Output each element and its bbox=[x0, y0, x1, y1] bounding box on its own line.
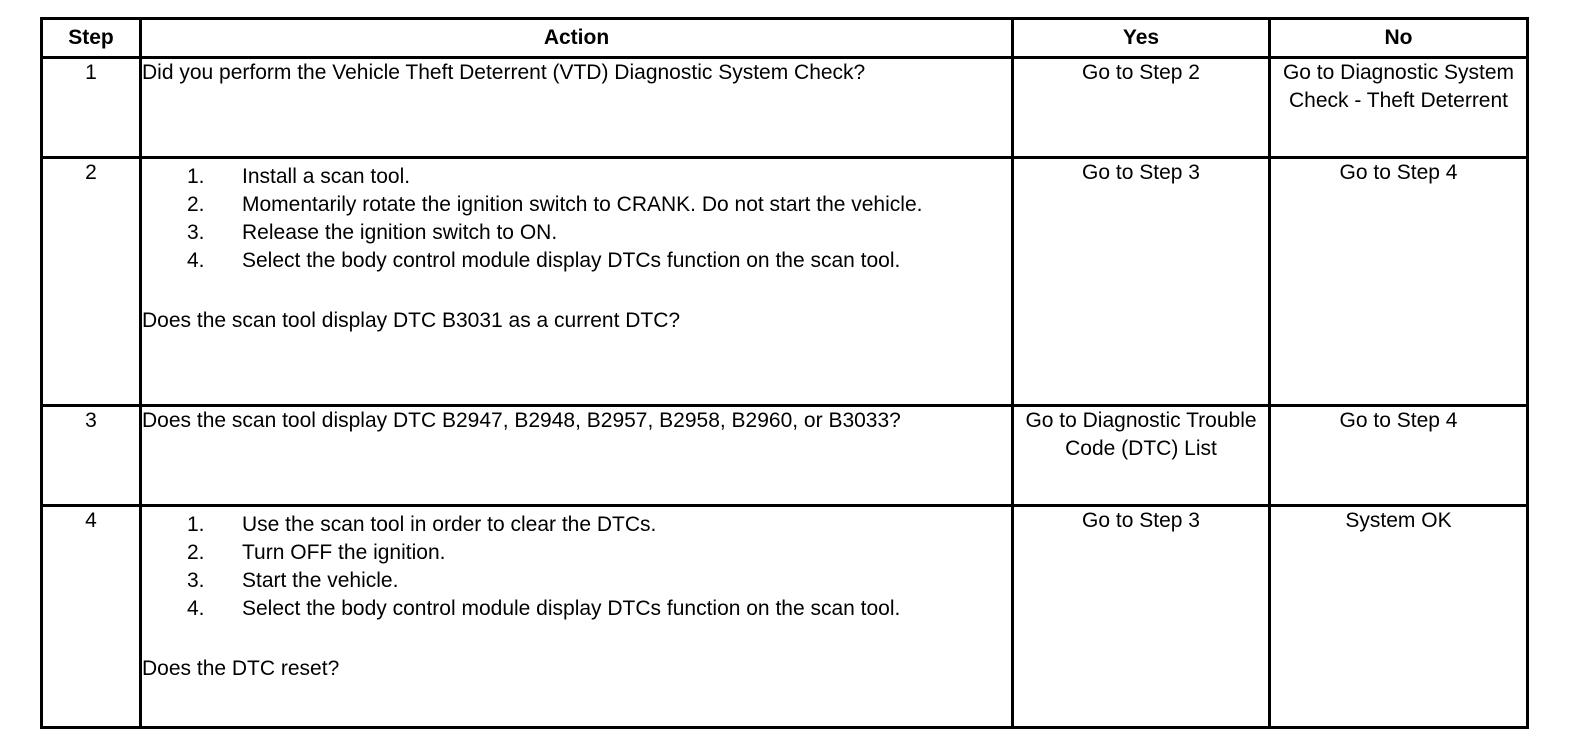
step-question: Did you perform the Vehicle Theft Deterrent (VTD) Diagnostic System Check? bbox=[142, 61, 866, 84]
table-row bbox=[42, 406, 1528, 506]
no-cell: Go to Step 4 bbox=[1270, 158, 1528, 406]
sub-step-text: Turn OFF the ignition. bbox=[242, 541, 446, 564]
no-cell: Go to Step 4 bbox=[1270, 406, 1528, 506]
list-item bbox=[187, 539, 1011, 567]
table-row bbox=[42, 506, 1528, 728]
yes-cell: Go to Diagnostic Trouble Code (DTC) List bbox=[1013, 406, 1270, 506]
list-item bbox=[187, 219, 1011, 247]
no-cell: System OK bbox=[1270, 506, 1528, 728]
sub-step-text: Select the body control module display DTCs function on the scan tool. bbox=[242, 249, 901, 272]
list-item bbox=[187, 247, 1011, 275]
step-number: 2 bbox=[42, 158, 141, 406]
step-number: 3 bbox=[42, 406, 141, 506]
header-action: Action bbox=[141, 19, 1013, 58]
list-item bbox=[187, 511, 1011, 539]
yes-cell: Go to Step 2 bbox=[1013, 58, 1270, 158]
action-cell bbox=[141, 406, 1013, 506]
action-cell bbox=[141, 158, 1013, 406]
sub-step-number: 3. bbox=[187, 221, 205, 244]
sub-step-list bbox=[142, 163, 1011, 275]
table-row bbox=[42, 58, 1528, 158]
sub-step-text: Select the body control module display DTCs function on the scan tool. bbox=[242, 597, 901, 620]
step-question: Does the DTC reset? bbox=[142, 657, 340, 680]
table-row bbox=[42, 158, 1528, 406]
list-item bbox=[187, 567, 1011, 595]
sub-step-number: 4. bbox=[187, 249, 205, 272]
sub-step-text: Start the vehicle. bbox=[242, 569, 399, 592]
sub-step-text: Release the ignition switch to ON. bbox=[242, 221, 558, 244]
diagnostic-table bbox=[40, 17, 1529, 729]
header-yes: Yes bbox=[1013, 19, 1270, 58]
list-item bbox=[187, 595, 1011, 623]
list-item bbox=[187, 191, 1011, 219]
sub-step-text: Momentarily rotate the ignition switch to CRANK. Do not start the vehicle. bbox=[242, 193, 923, 216]
sub-step-number: 2. bbox=[187, 193, 205, 216]
step-question: Does the scan tool display DTC B3031 as a current DTC? bbox=[142, 309, 681, 332]
yes-cell: Go to Step 3 bbox=[1013, 506, 1270, 728]
step-number: 4 bbox=[42, 506, 141, 728]
sub-step-number: 3. bbox=[187, 569, 205, 592]
header-step: Step bbox=[42, 19, 141, 58]
sub-step-list bbox=[142, 511, 1011, 623]
header-row bbox=[42, 19, 1528, 58]
yes-cell: Go to Step 3 bbox=[1013, 158, 1270, 406]
sub-step-text: Install a scan tool. bbox=[242, 165, 411, 188]
sub-step-number: 4. bbox=[187, 597, 205, 620]
sub-step-text: Use the scan tool in order to clear the DTCs. bbox=[242, 513, 657, 536]
list-item bbox=[187, 163, 1011, 191]
step-number: 1 bbox=[42, 58, 141, 158]
sub-step-number: 2. bbox=[187, 541, 205, 564]
sub-step-number: 1. bbox=[187, 165, 205, 188]
action-cell bbox=[141, 506, 1013, 728]
header-no: No bbox=[1270, 19, 1528, 58]
no-cell: Go to Diagnostic System Check - Theft Deterrent bbox=[1270, 58, 1528, 158]
sub-step-number: 1. bbox=[187, 513, 205, 536]
step-question: Does the scan tool display DTC B2947, B2948, B2957, B2958, B2960, or B3033? bbox=[142, 409, 901, 432]
action-cell bbox=[141, 58, 1013, 158]
